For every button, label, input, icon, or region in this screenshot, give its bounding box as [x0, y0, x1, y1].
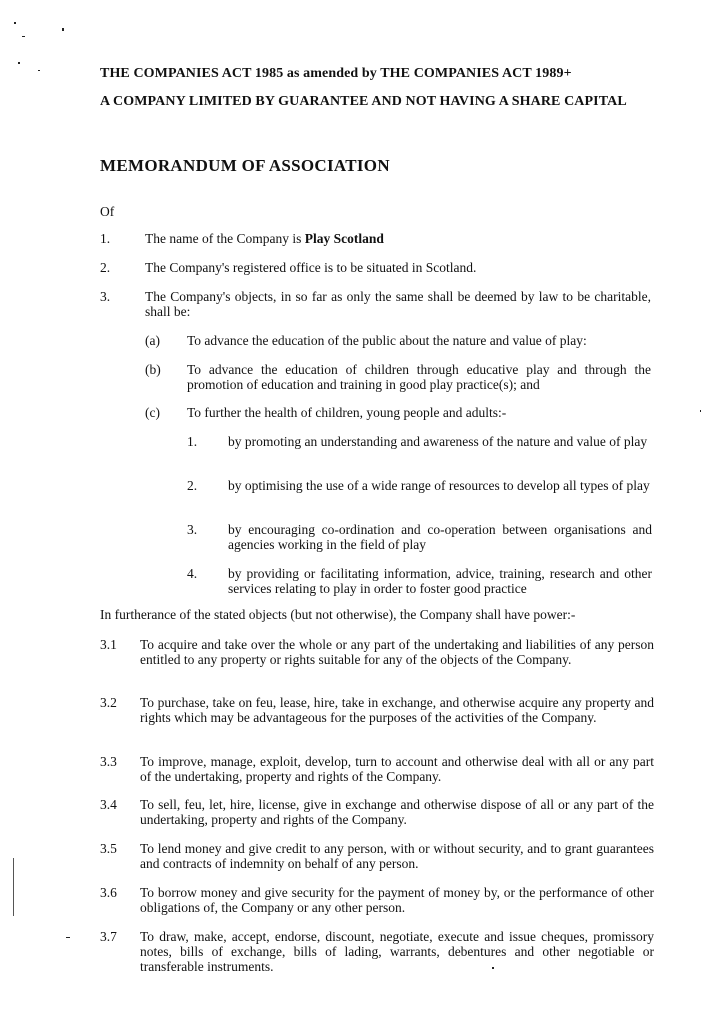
furtherance-text: In furtherance of the stated objects (but not otherwise), the Company shall have power:- — [100, 607, 576, 622]
scan-speck — [66, 937, 70, 938]
object-label: (c) — [145, 405, 160, 420]
sub-object-number: 4. — [187, 566, 198, 581]
power-number: 3.4 — [100, 797, 117, 812]
scan-speck — [18, 62, 20, 64]
scan-speck — [22, 36, 25, 37]
act-heading: THE COMPANIES ACT 1985 as amended by THE COMPANIES ACT 1989+ — [100, 66, 572, 81]
company-type-heading: A COMPANY LIMITED BY GUARANTEE AND NOT HAVING A SHARE CAPITAL — [100, 94, 627, 109]
scan-speck — [700, 410, 701, 412]
power-text: To draw, make, accept, endorse, discount, negotiate, execute and issue cheques, promissory notes, bills of exchange, bills of lading, warrants, debentures and other negotiable or transferable instruments. — [140, 929, 654, 974]
of-label: Of — [100, 204, 115, 219]
power-text: To purchase, take on feu, lease, hire, take in exchange, and otherwise acquire any property and rights which may be advantageous for the purposes of the activities of the Company. — [140, 695, 654, 725]
document-title: MEMORANDUM OF ASSOCIATION — [100, 156, 390, 175]
object-c-text: To further the health of children, young people and adults:- — [187, 405, 507, 420]
object-label: (b) — [145, 362, 161, 377]
sub-object-number: 3. — [187, 522, 198, 537]
power-number: 3.6 — [100, 885, 117, 900]
clause-1-lead: The name of the Company is — [145, 231, 305, 246]
power-text: To sell, feu, let, hire, license, give in exchange and otherwise dispose of all or any part of the undertaking, property and rights of the Company. — [140, 797, 654, 827]
sub-object-number: 2. — [187, 478, 198, 493]
sub-object-number: 1. — [187, 434, 198, 449]
scan-speck — [62, 28, 64, 31]
power-number: 3.5 — [100, 841, 117, 856]
clause-number: 3. — [100, 289, 111, 304]
scan-edge-line — [13, 858, 14, 916]
clause-number: 1. — [100, 231, 111, 246]
power-number: 3.3 — [100, 754, 117, 769]
power-number: 3.1 — [100, 637, 117, 652]
object-label: (a) — [145, 333, 160, 348]
clause-1-text — [145, 231, 660, 246]
clause-2-text: The Company's registered office is to be situated in Scotland. — [145, 260, 477, 275]
sub-object-text: by providing or facilitating information, advice, training, research and other services relating to play in order to foster good practice — [228, 566, 652, 596]
power-text: To acquire and take over the whole or any part of the undertaking and liabilities of any person entitled to any property or rights suitable for any of the objects of the Company. — [140, 637, 654, 667]
clause-3-text: The Company's objects, in so far as only the same shall be deemed by law to be charitable, shall be: — [145, 289, 651, 319]
sub-object-text: by promoting an understanding and awareness of the nature and value of play — [228, 434, 648, 449]
power-text: To lend money and give credit to any person, with or without security, and to grant guarantees and contracts of indemnity on behalf of any person. — [140, 841, 654, 871]
power-text: To improve, manage, exploit, develop, turn to account and otherwise deal with all or any part of the undertaking, property and rights of the Company. — [140, 754, 654, 784]
object-b-text: To advance the education of children through educative play and through the promotion of education and training in good play practice(s); and — [187, 362, 651, 392]
power-number: 3.7 — [100, 929, 117, 944]
power-number: 3.2 — [100, 695, 117, 710]
power-text: To borrow money and give security for the payment of money by, or the performance of other obligations of, the Company or any other person. — [140, 885, 654, 915]
clause-number: 2. — [100, 260, 111, 275]
company-name: Play Scotland — [304, 231, 384, 246]
sub-object-text: by encouraging co-ordination and co-operation between organisations and agencies working in the field of play — [228, 522, 652, 552]
scan-speck — [38, 70, 40, 71]
object-a-text: To advance the education of the public about the nature and value of play: — [187, 333, 587, 348]
sub-object-text: by optimising the use of a wide range of resources to develop all types of play — [228, 478, 650, 493]
scan-speck — [14, 22, 16, 24]
